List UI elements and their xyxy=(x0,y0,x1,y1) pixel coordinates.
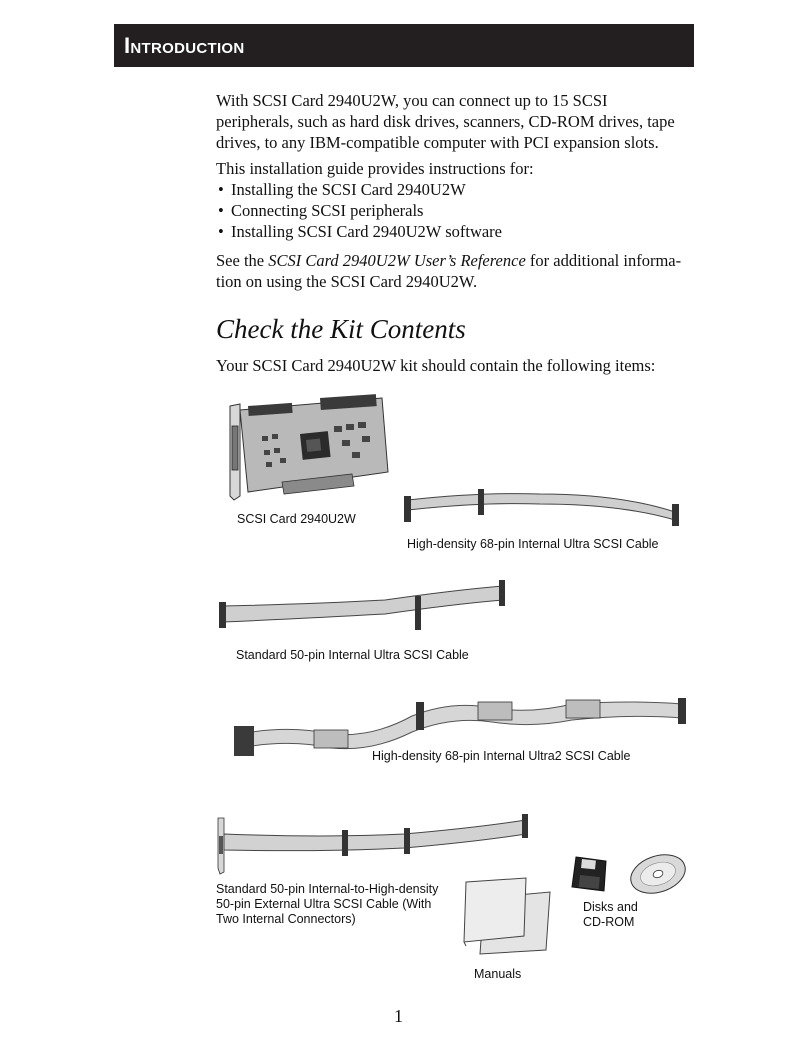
instructions-list xyxy=(216,179,686,242)
caption-cable-68pin-ultra2: High-density 68-pin Internal Ultra2 SCSI Cable xyxy=(372,749,631,763)
section-header-title: Introduction xyxy=(124,33,245,58)
floppy-disk-illustration xyxy=(570,855,612,893)
instructions-block xyxy=(216,158,686,242)
manuals-illustration xyxy=(462,876,554,954)
caption-manuals: Manuals xyxy=(474,967,522,981)
caption-cable-68pin-ultra: High-density 68-pin Internal Ultra SCSI Cable xyxy=(407,537,659,551)
intro-paragraph xyxy=(216,90,686,153)
caption-scsi-card: SCSI Card 2940U2W xyxy=(237,512,356,526)
users-reference-title: SCSI Card 2940U2W User’s Reference xyxy=(268,251,526,270)
page-number: 1 xyxy=(394,1006,403,1026)
caption-disks-cdrom: Disks and CD-ROM xyxy=(583,900,638,929)
scsi-card-illustration xyxy=(222,396,392,508)
cable-50pin-illustration xyxy=(215,578,510,636)
kit-intro-text: Your SCSI Card 2940U2W kit should contain the following items: xyxy=(216,356,656,375)
list-item: • Installing SCSI Card 2940U2W software xyxy=(216,221,686,242)
section-header-bar xyxy=(114,24,694,67)
caption-cable-50pin: Standard 50-pin Internal Ultra SCSI Cable xyxy=(236,648,469,662)
cable-external-illustration xyxy=(214,812,534,874)
reference-prefix: See the xyxy=(216,251,269,270)
list-item: • Connecting SCSI peripherals xyxy=(216,200,686,221)
reference-suffix: for additional informa-tion on using the SCSI Card 2940U2W. xyxy=(216,251,682,291)
cable-68pin-ultra-illustration xyxy=(400,486,685,526)
reference-paragraph xyxy=(216,250,686,292)
instructions-lead: This installation guide provides instructions for: xyxy=(216,159,534,178)
intro-text: With SCSI Card 2940U2W, you can connect up to 15 SCSI peripherals, such as hard disk drives, scanners, CD-ROM drives, tape drives, to any IBM-compatible computer with PCI expansion slots. xyxy=(216,91,675,152)
caption-cable-external: Standard 50-pin Internal-to-High-density 50-pin External Ultra SCSI Cable (With Two Internal Connectors) xyxy=(216,882,439,926)
list-item: • Installing the SCSI Card 2940U2W xyxy=(216,179,686,200)
cd-rom-illustration xyxy=(628,852,688,896)
kit-contents-heading: Check the Kit Contents xyxy=(216,314,466,344)
